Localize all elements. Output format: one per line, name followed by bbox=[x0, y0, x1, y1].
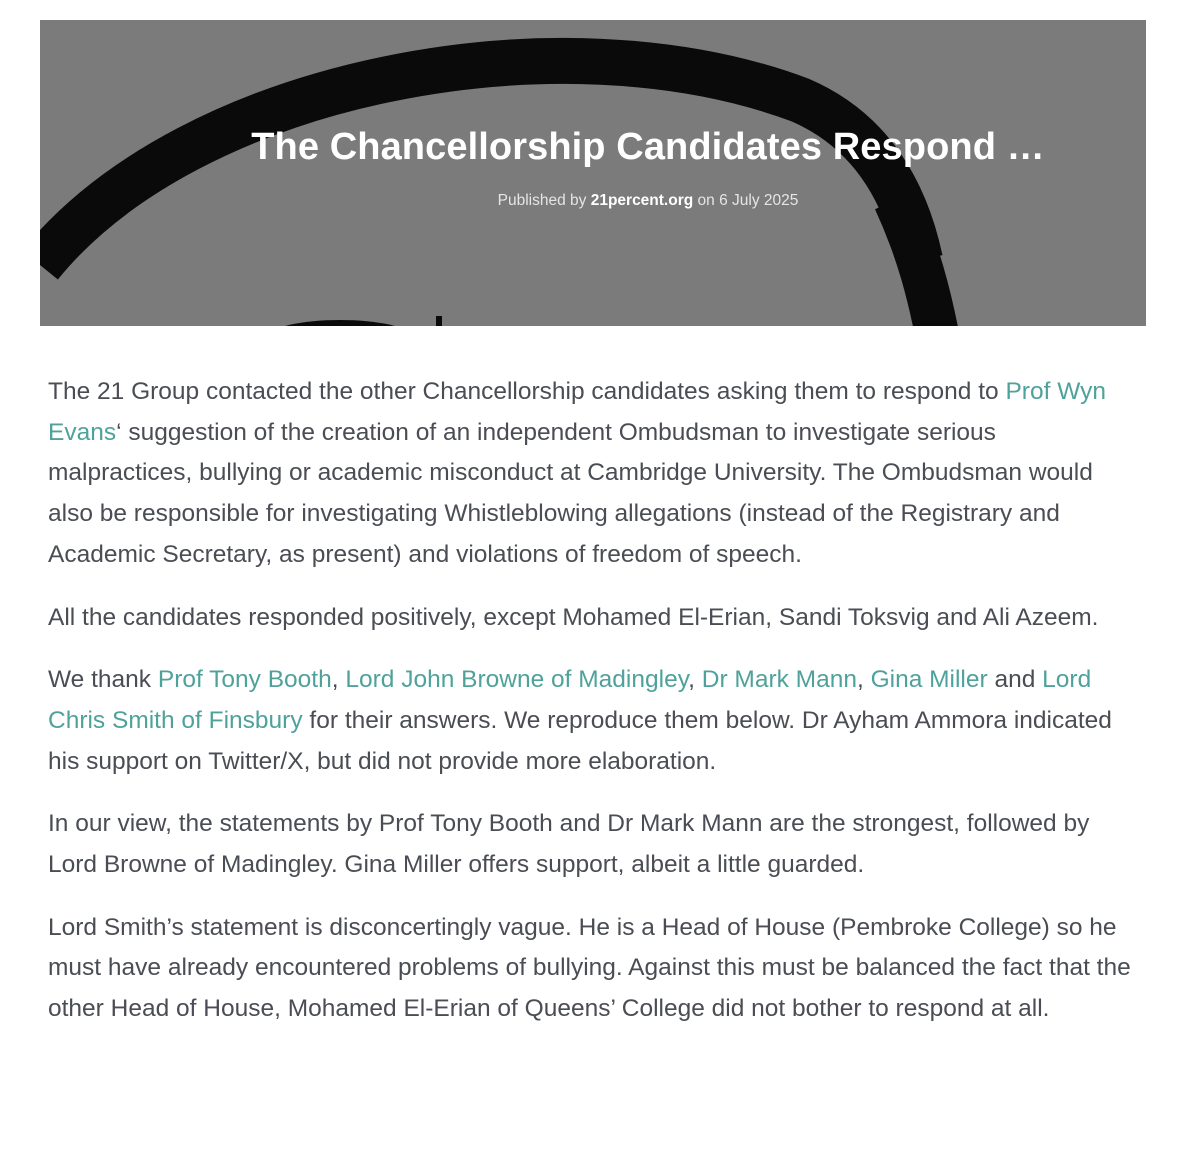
article-body bbox=[48, 372, 1138, 1052]
link-dr-mark-mann[interactable]: Dr Mark Mann bbox=[701, 666, 857, 694]
paragraph-3-text-b: for their answers. We reproduce them below. Dr Ayham Ammora indicated his support on Twitter/X, but did not provide more elaboration. bbox=[48, 706, 1112, 775]
link-prof-tony-booth[interactable]: Prof Tony Booth bbox=[157, 666, 332, 694]
paragraph-1 bbox=[48, 372, 1138, 576]
link-lord-chris-smith[interactable]: Lord Chris Smith of Finsbury bbox=[48, 666, 1092, 734]
hero-banner bbox=[40, 20, 1146, 326]
separator: , bbox=[331, 666, 346, 694]
link-prof-wyn-evans[interactable]: Prof Wyn Evans bbox=[48, 378, 1106, 446]
paragraph-2: All the candidates responded positively, except Mohamed El-Erian, Sandi Toksvig and Ali Azeem. bbox=[48, 603, 1099, 631]
separator: , bbox=[856, 666, 871, 694]
site-link[interactable]: 21percent.org bbox=[590, 192, 694, 209]
published-label: Published by bbox=[497, 192, 587, 209]
publish-date: 6 July 2025 bbox=[719, 192, 799, 209]
logo-ring-graphic bbox=[40, 20, 1146, 326]
paragraph-1-text-a: The 21 Group contacted the other Chancellorship candidates asking them to respond to bbox=[48, 378, 1006, 405]
separator: and bbox=[987, 666, 1043, 694]
page-title: The Chancellorship Candidates Respond … bbox=[251, 126, 1045, 168]
separator: , bbox=[688, 666, 702, 694]
paragraph-1-text-b: ‘ suggestion of the creation of an independent Ombudsman to investigate serious malpractices, bullying or academic misconduct at Cambridge University. The Ombudsman would also be responsible for investigating Whistleblowing allegations (instead of the Registrary and Academic Secretary, as present) and violations of freedom of speech. bbox=[48, 418, 1093, 568]
paragraph-4: In our view, the statements by Prof Tony Booth and Dr Mark Mann are the strongest, followed by Lord Browne of Madingley. Gina Miller offers support, albeit a little guarded. bbox=[48, 810, 1090, 879]
link-gina-miller[interactable]: Gina Miller bbox=[870, 666, 988, 694]
paragraph-3-text-a: We thank bbox=[48, 666, 158, 694]
date-prefix: on bbox=[697, 192, 715, 209]
post-meta bbox=[40, 192, 1146, 210]
link-lord-john-browne[interactable]: Lord John Browne of Madingley bbox=[345, 666, 689, 694]
paragraph-5: Lord Smith’s statement is disconcertingly vague. He is a Head of House (Pembroke College) so he must have already encountered problems of bullying. Against this must be balanced the fact that the other Head of House, Mohamed El-Erian of Queens’ College did not bother to respond at all. bbox=[48, 913, 1131, 1023]
paragraph-3 bbox=[48, 660, 1138, 782]
